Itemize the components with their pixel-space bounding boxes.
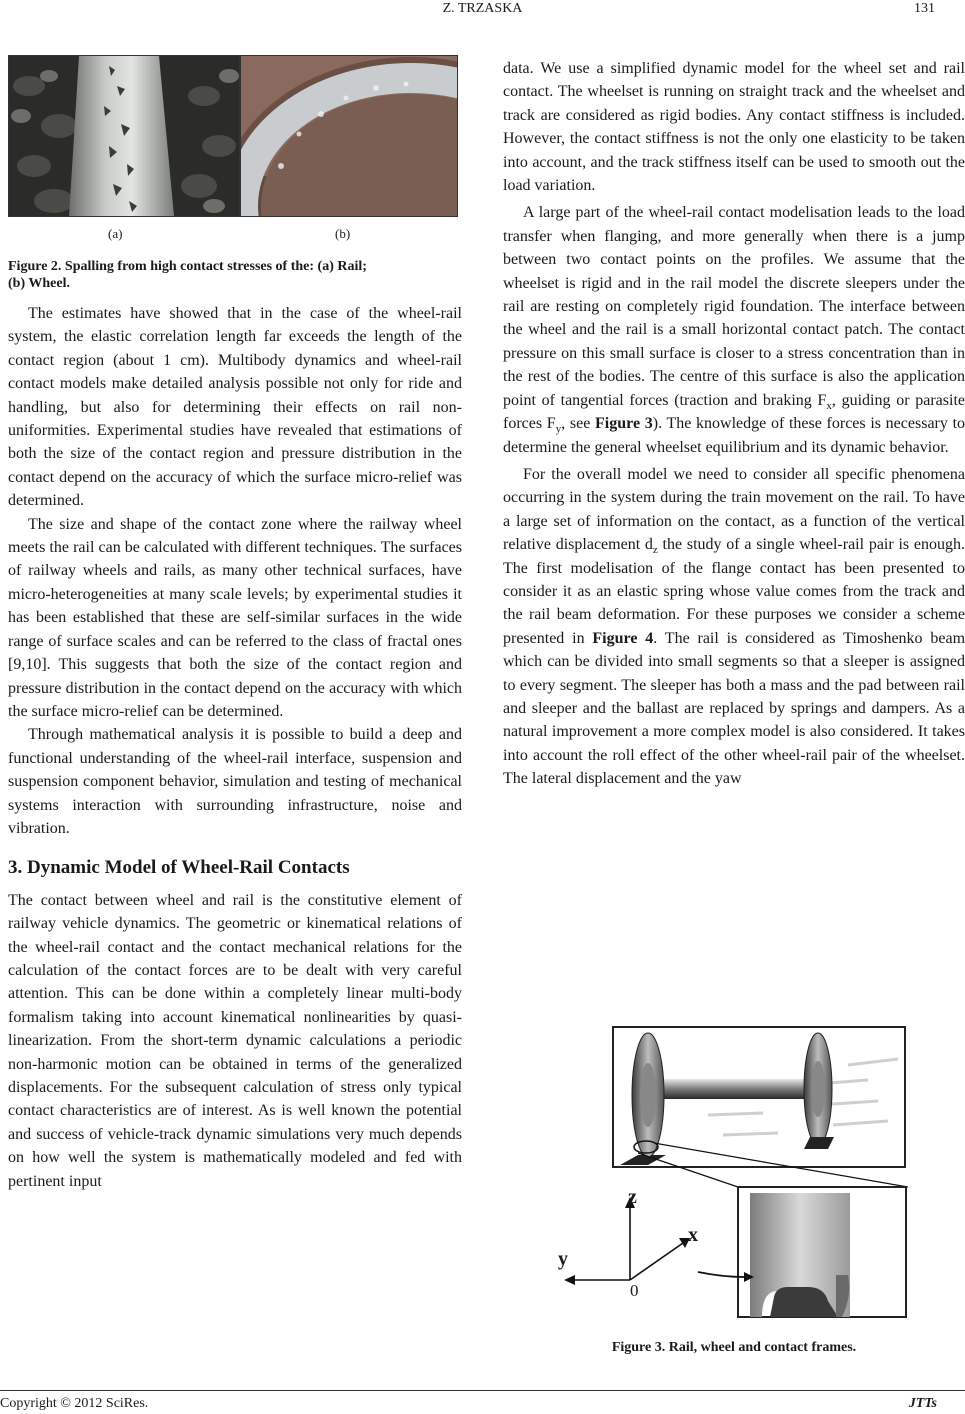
left-paragraph-3: Through mathematical analysis it is possible to build a deep and functional understanding of the wheel-rail interface, suspension and suspension component behavior, simulation and testing of mechanical systems interaction with surrounding infrastructure, noise and vibration.	[8, 726, 462, 837]
figure3-diagram	[548, 1025, 923, 1330]
figure2a-rail-photo	[8, 55, 240, 217]
running-header-author: Z. TRZASKA	[442, 1, 523, 16]
left-paragraph-4: The contact between wheel and rail is the constitutive element of railway vehicle dynamics. The geometric or kinematical relations of the wheel-rail contact and the contact mechanical relations for the calculation of the contact forces are to be dealt with very careful attention. This can be done within a completely linear multi-body formalism taking into account kinematical nonlinearities by quasi-linearization. From the short-term dynamic calculations a periodic non-harmonic motion can be obtained in terms of the generalized displacements. For the subsequent calculation of stress only typical contact characteristics are of interest. As is well known the potential and success of vehicle-track dynamic simulations very much depends on how well the system is mathematically modeled and fed with pertinent input	[8, 891, 462, 1190]
footer-copyright: Copyright © 2012 SciRes.	[0, 1396, 149, 1411]
page-number: 131	[914, 1, 935, 16]
right-paragraph-2: A large part of the wheel-rail contact modelisation leads to the load transfer when flanging, and more generally when there is a jump between two contact points on the profiles. We assume that the wheelset is rigid and in the rail model the discrete sleepers under the rail are resting on completely rigid foundation. The interface between the wheel and the rail is a small horizontal contact patch. The contact pressure on this small surface is closer to a stress concentration than in the rest of the bodies. The centre of this surface is also the application point of tangential forces (traction and braking $F_x$, guiding or parasite forces $F_y$, see Figure 3). The knowledge of these forces is necessary to determine the general wheelset equilibrium and its dynamic behavior.	[503, 204, 965, 456]
figure2-label-b: (b)	[335, 226, 351, 241]
footer-journal: JTTs	[908, 1396, 937, 1411]
right-paragraph-3: For the overall model we need to consider all specific phenomena occurring in the system during the train movement on the rail. To have a large set of information on the contact, as a function of the vertical relative displacement $d_z$ the study of a single wheel-rail pair is enough. The first modelisation of the flange contact has been presented to consider it as an elastic spring whose value comes from the track and the rail beam deformation. For these purposes we consider a scheme presented in Figure 4. The rail is considered as Timoshenko beam which can be divided into small segments so that a sleeper is assigned to every segment. The sleeper has both a mass and the pad between rail and sleeper and the ballast are replaced by springs and dampers. As a natural improvement a more complex model is also considered. It takes into account the roll effect of the other wheel-rail pair of the wheelset. The lateral displacement and the yaw	[503, 465, 965, 788]
figure3-caption: Figure 3. Rail, wheel and contact frames.	[611, 1340, 857, 1355]
right-paragraph-1: data. We use a simplified dynamic model for the wheel set and rail contact. The wheelset is running on straight track and the wheelset and track are considered as rigid bodies. Any contact stiffness is included. However, the contact stiffness is not the only one elasticity to be taken into account, and the track stiffness itself can be used to smooth out the load variation.	[503, 60, 965, 195]
axis-origin-label: 0	[630, 1281, 639, 1300]
figure4-reference: Figure 4	[592, 629, 654, 647]
figure3-reference: Figure 3	[595, 415, 653, 433]
axis-label-x: x	[688, 1224, 698, 1246]
axis-label-y: y	[558, 1248, 568, 1270]
axis-label-z: z	[628, 1186, 637, 1208]
right-column	[503, 57, 965, 791]
section-heading: 3. Dynamic Model of Wheel-Rail Contacts	[8, 857, 350, 879]
left-paragraph-1: The estimates have showed that in the case of the wheel-rail system, the elastic correlation length far exceeds the length of the contact region (about 1 cm). Multibody dynamics and wheel-rail contact models make detailed analysis possible not only for ride and handling, but also for determining their effects on rail non-uniformities. Experimental studies have revealed that estimations of both the size of the contact region and pressure distribution in the contact depend on the accuracy of which the surface micro-relief was determined.	[8, 305, 462, 510]
left-column	[8, 258, 462, 1193]
footer-divider	[0, 1390, 965, 1391]
figure2-caption-line1: Figure 2. Spalling from high contact stresses of the: (a) Rail;	[8, 259, 367, 274]
figure2-label-a: (a)	[108, 226, 123, 241]
left-paragraph-2: The size and shape of the contact zone where the railway wheel meets the rail can be calculated with different techniques. The surfaces of railway wheels and rails, as many other technical surfaces, have micro-heterogeneities at many scale levels; by experimental studies it has been established that these are self-similar surfaces in the wide range of surface scales and can be referred to the class of fractal ones [9,10]. This suggests that both the size of the contact region and pressure distribution in the contact depend on the accuracy with which the surface micro-relief can be determined.	[8, 515, 462, 720]
figure2-caption-line2: (b) Wheel.	[8, 276, 70, 291]
figure2b-wheel-photo	[240, 55, 458, 217]
